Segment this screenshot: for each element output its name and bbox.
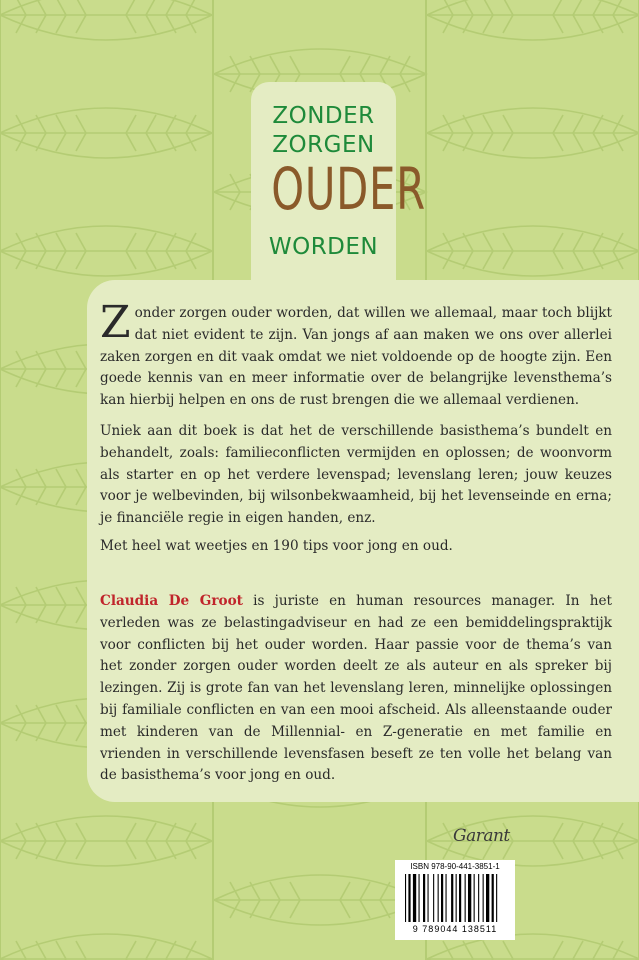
intro-text: onder zorgen ouder worden, dat willen we allemaal, maar toch blijkt dat niet evident te zijn. Van jongs af aan maken we ons over allerlei zaken zorgen en dit vaak omdat we niet voldoende op de hoogte zijn. Een goede kennis van en meer informatie over de belangrijke levensthema’s kan hierbij helpen en ons de rust brengen die we allemaal verdienen.	[100, 305, 612, 409]
title-line-3: OUDER	[271, 155, 426, 223]
barcode-number: 9 789044 138511	[412, 924, 498, 934]
themes-paragraph: Uniek aan dit boek is dat het de verschillende basisthema’s bundelt en behandelt, zoals: familieconflicten vermijden en oplossen; de woonvorm als starter en op het verdere levenspad; levenslang leren; jouw keuzes voor je welbevinden, bij wilsonbekwaamheid, bij het levenseinde en erna; je financiële regie in eigen handen, enz.	[100, 423, 612, 527]
tips-paragraph: Met heel wat weetjes en 190 tips voor jong en oud.	[100, 538, 453, 554]
publisher-logo: Garant	[453, 826, 510, 846]
intro-paragraph	[100, 297, 612, 412]
isbn-label: ISBN 978-90-441-3851-1	[410, 862, 500, 871]
title-line-4: WORDEN	[268, 234, 379, 260]
author-paragraph	[100, 591, 612, 787]
barcode-bars	[405, 874, 511, 922]
title-line-1: ZONDER	[272, 103, 375, 129]
title-line-2: ZORGEN	[272, 132, 375, 158]
drop-cap: Z	[100, 297, 131, 348]
author-name: Claudia De Groot	[100, 593, 243, 609]
barcode	[395, 860, 515, 940]
author-bio: is juriste en human resources manager. In het verleden was ze belastingadviseur en had ze een bemiddelingspraktijk voor conflicten bij het ouder worden. Haar passie voor de thema’s van het zonder zorgen ouder worden deelt ze als auteur en als spreker bij lezingen. Zij is grote fan van het levenslang leren, minnelijke oplossingen bij familiale conflicten en van een mooi afscheid. Als alleenstaande ouder met kinderen van de Millennial- en Z-generatie en met familie en vrienden in verschillende levensfasen beseft ze ten volle het belang van de basisthema’s voor jong en oud.	[100, 593, 612, 784]
